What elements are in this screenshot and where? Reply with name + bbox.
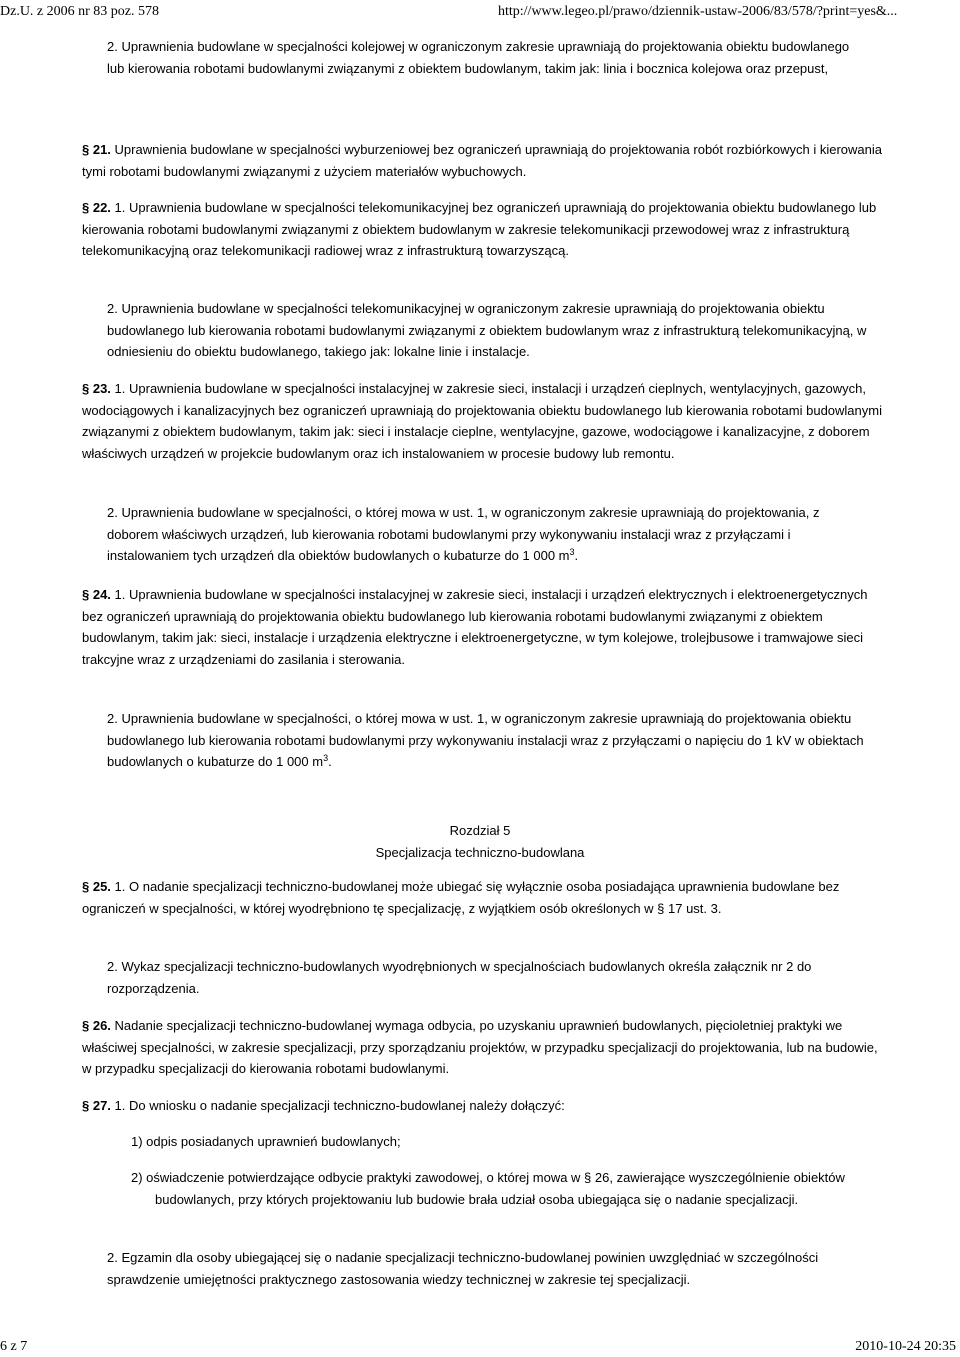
- header-document-reference: Dz.U. z 2006 nr 83 poz. 578: [0, 4, 160, 19]
- section-sign-27: § 27.: [82, 1098, 111, 1113]
- chapter-subtitle: Specjalizacja techniczno-budowlana: [375, 845, 585, 860]
- superscript-cubic-24: 3: [323, 753, 329, 763]
- paragraph-24-section-2: 2. Uprawnienia budowlane w specjalności, o której mowa w ust. 1, w ograniczonym zakresie uprawniają do projektowania obiektu budowlanego lub kierowania robotami budowlanymi przy wykonywaniu instalacji wraz z przyłączami o napięciu do 1 kV w obiektach budowlanych o kubaturze do 1 000 $m^3$.: [107, 711, 864, 769]
- paragraph-23: [82, 378, 882, 464]
- section-sign-25: § 25.: [82, 879, 111, 894]
- section-sign-22: § 22.: [82, 200, 111, 215]
- paragraph-22: [82, 197, 882, 262]
- list-item-27-1: 1) odpis posiadanych uprawnień budowlanych;: [131, 1134, 401, 1149]
- section-sign-26: § 26.: [82, 1018, 111, 1033]
- header-url[interactable]: http://www.legeo.pl/prawo/dziennik-ustaw-2006/83/578/?print=yes&...: [498, 4, 898, 19]
- paragraph-23-section-2: 2. Uprawnienia budowlane w specjalności, o której mowa w ust. 1, w ograniczonym zakresie uprawniają do projektowania, z doborem właściwych urządzeń, lub kierowania robotami budowlanymi przy wykonywaniu instalacji wraz z przyłączami i instalowaniem tych urządzeń dla obiektów budowlanych o kubaturze do 1 000 $m^3$.: [107, 505, 820, 563]
- paragraph-20-section-2: 2. Uprawnienia budowlane w specjalności kolejowej w ograniczonym zakresie uprawniają do projektowania obiektu budowlanego lub kierowania robotami budowlanymi związanymi z obiektem budowlanym, takim jak: linia i bocznica kolejowa oraz przepust,: [107, 39, 850, 76]
- paragraph-25: [82, 876, 882, 919]
- paragraph-25-section-2: 2. Wykaz specjalizacji techniczno-budowlanych wyodrębnionych w specjalnościach budowlanych określa załącznik nr 2 do rozporządzenia.: [107, 959, 812, 996]
- paragraph-24-section-1: 1. Uprawnienia budowlane w specjalności instalacyjnej w zakresie sieci, instalacji i urządzeń elektrycznych i elektroenergetycznych bez ograniczeń uprawniają do projektowania obiektu budowlanego lub kierowania robotami budowlanymi związanymi z obiektem budowlanym, takim jak: sieci, instalacje i urządzenia elektryczne i elektroenergetyczne, w tym kolejowe, trolejbusowe i tramwajowe sieci trakcyjne wraz z urządzeniami do zasilania i sterowania.: [82, 587, 868, 667]
- paragraph-27-section-2: 2. Egzamin dla osoby ubiegającej się o nadanie specjalizacji techniczno-budowlanej powinien uwzględniać w szczególności sprawdzenie umiejętności praktycznego zastosowania wiedzy technicznej w zakresie tej specjalizacji.: [107, 1250, 819, 1287]
- paragraph-22-section-2: 2. Uprawnienia budowlane w specjalności telekomunikacyjnej w ograniczonym zakresie uprawniają do projektowania obiektu budowlanego lub kierowania robotami budowlanymi związanymi z obiektem budowlanym wraz z infrastrukturą telekomunikacyjną, w odniesieniu do obiektu budowlanego, takiego jak: lokalne linie i instalacje.: [107, 301, 867, 359]
- paragraph-23-section-1: 1. Uprawnienia budowlane w specjalności instalacyjnej w zakresie sieci, instalacji i urządzeń cieplnych, wentylacyjnych, gazowych, wodociągowych i kanalizacyjnych bez ograniczeń uprawniają do projektowania obiektu budowlanego lub kierowania robotami budowlanymi związanymi z obiektem budowlanym, takim jak: sieci i instalacje cieplne, wentylacyjne, gazowe, wodociągowe i kanalizacyjne, z doborem właściwych urządzeń w projekcie budowlanym oraz ich instalowaniem w procesie budowy lub remontu.: [82, 381, 882, 461]
- list-item-27-2: 2) oświadczenie potwierdzające odbycie praktyki zawodowej, o której mowa w § 26, zawierające wyszczególnienie obiektów budowlanych, przy których projektowaniu lub budowie brała udział osoba ubiegająca się o nadanie specjalizacji.: [131, 1170, 845, 1207]
- chapter-title: Rozdział 5: [449, 823, 511, 838]
- section-sign-24: § 24.: [82, 587, 111, 602]
- footer-datetime: 2010-10-24 20:35: [855, 1339, 956, 1354]
- paragraph-27-section-1: 1. Do wniosku o nadanie specjalizacji techniczno-budowlanej należy dołączyć:: [114, 1098, 565, 1113]
- paragraph-21: § 21. Uprawnienia budowlane w specjalności wyburzeniowej bez ograniczeń uprawniają do projektowania robót rozbiórkowych i kierowania tymi robotami budowlanymi związanymi z użyciem materiałów wybuchowych.: [82, 142, 882, 179]
- section-sign-23: § 23.: [82, 381, 111, 396]
- paragraph-27: [82, 1095, 882, 1117]
- paragraph-22-section-1: 1. Uprawnienia budowlane w specjalności telekomunikacyjnej bez ograniczeń uprawniają do projektowania obiektu budowlanego lub kierowania robotami budowlanymi związanymi z obiektem budowlanym w zakresie telekomunikacji przewodowej wraz z infrastrukturą telekomunikacyjną oraz telekomunikacji radiowej wraz z infrastrukturą towarzyszącą.: [82, 200, 877, 258]
- superscript-cubic-23: 3: [569, 547, 575, 557]
- paragraph-26: § 26. Nadanie specjalizacji techniczno-budowlanej wymaga odbycia, po uzyskaniu uprawnień budowlanych, pięcioletniej praktyki we właściwej specjalności, w zakresie specjalizacji, przy sporządzaniu projektów, w przypadku specjalizacji do projektowania, lub na budowie, w przypadku specjalizacji do kierowania robotami budowlanymi.: [82, 1018, 878, 1076]
- paragraph-25-section-1: 1. O nadanie specjalizacji techniczno-budowlanej może ubiegać się wyłącznie osoba posiadająca uprawnienia budowlane bez ograniczeń w specjalności, w której wyodrębniono tę specjalizację, z wyjątkiem osób określonych w § 17 ust. 3.: [82, 879, 840, 916]
- footer-page-number: 6 z 7: [0, 1339, 28, 1354]
- section-sign-21: § 21.: [82, 142, 111, 157]
- paragraph-24: [82, 584, 882, 670]
